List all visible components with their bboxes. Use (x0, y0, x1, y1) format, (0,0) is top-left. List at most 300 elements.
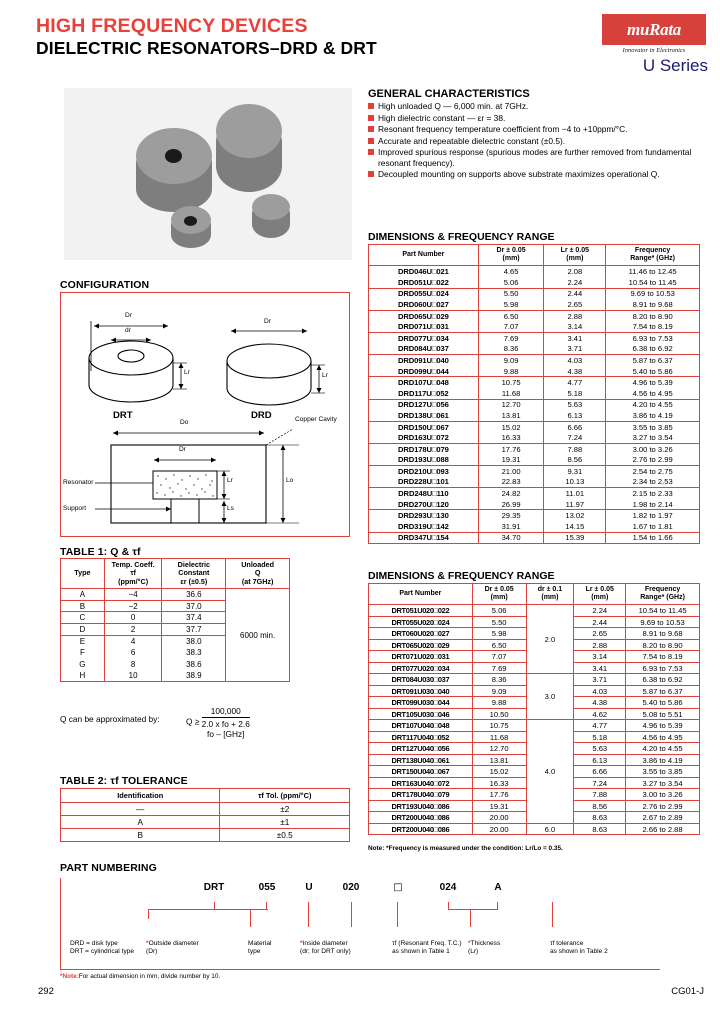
bullet-square-icon (368, 138, 374, 144)
dim-drt-cell-lr: 8.63 (574, 823, 626, 835)
table1-cell-tc: 10 (104, 670, 162, 682)
dim-drd-cell-part: DRD065U□029 (369, 310, 479, 321)
table-row (369, 266, 700, 277)
dim-drt-cell-part: DRT127U040□056 (369, 743, 473, 755)
dim-drd-col-dr-l2: (mm) (502, 255, 520, 263)
pn-leader-5-h (448, 909, 498, 910)
dim-drd-cell-lr: 4.77 (544, 377, 606, 388)
dim-drt-cell-dr-inner: 6.0 (526, 823, 574, 835)
pn-desc-1-l2: type (248, 948, 261, 956)
dim-drt-cell-freq: 5.40 to 5.86 (626, 697, 700, 709)
copper-cavity-label: Copper Cavity (295, 416, 337, 423)
pn-note-label: *Note: (60, 973, 79, 980)
table2-cell-tolerance: ±0.5 (220, 829, 350, 842)
dim-drt-cell-part: DRT091U030□040 (369, 685, 473, 697)
dim-drd-cell-dr: 29.35 (478, 510, 544, 521)
pn-desc-1-l1: Material (248, 940, 272, 947)
dim-drd-col-dr (478, 245, 544, 266)
q-formula-numerator: 100,000 (202, 706, 250, 718)
dim-drt-cell-lr: 7.88 (574, 789, 626, 801)
dim-drd-cell-dr: 16.33 (478, 432, 544, 443)
dim-drt-cell-freq: 2.76 to 2.99 (626, 800, 700, 812)
pn-leader-0-drop (148, 909, 149, 919)
bullet-square-icon (368, 149, 374, 155)
dim-drd-col-freq-l1: Frequency (634, 247, 671, 254)
dim-drt-cell-lr: 6.66 (574, 766, 626, 778)
pn-bottom-rule (60, 969, 660, 970)
dim-drd-cell-freq: 9.69 to 10.53 (606, 288, 700, 299)
dim-drd-cell-freq: 3.86 to 4.19 (606, 410, 700, 421)
dim-drt-cell-freq: 4.96 to 5.39 (626, 720, 700, 732)
dim-drd-cell-part: DRD293U□130 (369, 510, 479, 521)
dim-drd-cell-part: DRD347U□154 (369, 532, 479, 543)
table1-header-row (61, 559, 290, 589)
table1-col-tc-l2: τf (130, 568, 136, 578)
table1-col-tc (104, 559, 162, 589)
dim-drd-cell-freq: 2.54 to 2.75 (606, 466, 700, 477)
dim-drt-cell-lr: 4.38 (574, 697, 626, 709)
dim-drd-cell-part: DRD248U□110 (369, 488, 479, 499)
dim-drd-cell-lr: 2.65 (544, 299, 606, 310)
dim-drd-cell-freq: 11.46 to 12.45 (606, 266, 700, 277)
dim-drt-cell-freq: 3.27 to 3.54 (626, 777, 700, 789)
dim-drd-cell-dr: 26.99 (478, 499, 544, 510)
dim-table-drd-title: DIMENSIONS & FREQUENCY RANGE (368, 231, 555, 243)
table-row (369, 355, 700, 366)
pn-desc-3-l2: as shown in Table 1 (392, 948, 450, 956)
dim-drd-cell-freq: 2.15 to 2.33 (606, 488, 700, 499)
dim-drd-cell-lr: 7.24 (544, 432, 606, 443)
table2-cell-tolerance: ±2 (220, 803, 350, 816)
table-row (61, 816, 350, 829)
pn-desc-0-l1: Outside diameter (148, 940, 199, 947)
pn-type-desc-l1: DRD = disk type (70, 940, 118, 947)
dim-drd-cell-part: DRD193U□088 (369, 455, 479, 466)
dim-drd-cell-freq: 6.38 to 6.92 (606, 344, 700, 355)
table1-col-q-l1: Unloaded (241, 560, 274, 569)
table-row (369, 510, 700, 521)
dim-drd-col-lr (544, 245, 606, 266)
table1-cell-tc: −4 (104, 589, 162, 601)
dim-drd-cell-freq: 4.56 to 4.95 (606, 388, 700, 399)
dim-drt-cell-part: DRT071U020□031 (369, 651, 473, 663)
dim-drd-cell-part: DRD127U□056 (369, 399, 479, 410)
table1-cell-er: 38.6 (162, 658, 226, 670)
dim-drd-cell-part: DRD138U□061 (369, 410, 479, 421)
pn-desc-4-l1: Thickness (470, 940, 501, 947)
dim-drt-cell-part: DRT200U040□086 (369, 812, 473, 824)
dim-drt-cell-part: DRT150U040□067 (369, 766, 473, 778)
table1-cell-tc: 6 (104, 647, 162, 659)
dim-drt-cell-freq: 9.69 to 10.53 (626, 616, 700, 628)
table-row (369, 377, 700, 388)
dim-drt-col-dr-inner (526, 584, 574, 605)
dim-drt-cell-dr: 16.33 (472, 777, 526, 789)
dim-drt-cell-dr: 12.70 (472, 743, 526, 755)
table1-cell-tc: 2 (104, 624, 162, 636)
table-row (369, 532, 700, 543)
pn-desc-5-l2: as shown in Table 2 (550, 948, 608, 956)
pn-desc-2 (300, 940, 351, 957)
pn-desc-4 (468, 940, 500, 957)
pn-desc-3-l1: τf (Resonant Freq. T.C.) (392, 940, 462, 947)
dim-drt-col-dr-inner-l2: (mm) (541, 594, 559, 602)
dim-drd-cell-part: DRD270U□120 (369, 499, 479, 510)
table1-cell-er: 36.6 (162, 589, 226, 601)
table-row (369, 421, 700, 432)
general-characteristics-title: GENERAL CHARACTERISTICS (368, 88, 530, 100)
drt-dr-label: Dr (125, 312, 132, 319)
dim-drt-cell-freq: 2.67 to 2.89 (626, 812, 700, 824)
dim-drd-cell-part: DRD178U□079 (369, 443, 479, 454)
pn-star-0: * (146, 940, 149, 947)
dim-drd-cell-lr: 13.02 (544, 510, 606, 521)
dim-drd-cell-part: DRD077U□034 (369, 332, 479, 343)
general-characteristic-text: Resonant frequency temperature coefficient from −4 to +10ppm/°C. (378, 124, 628, 135)
dim-drt-cell-dr: 7.07 (472, 651, 526, 663)
dim-drt-cell-lr: 4.62 (574, 708, 626, 720)
table1-cell-type: B (61, 600, 105, 612)
dim-drd-cell-lr: 6.13 (544, 410, 606, 421)
dim-drd-cell-dr: 5.50 (478, 288, 544, 299)
dim-drt-cell-part: DRT193U040□086 (369, 800, 473, 812)
bullet-square-icon (368, 126, 374, 132)
q-formula-fraction (202, 706, 250, 739)
dim-drt-col-dr-inner-l1: dr ± 0.1 (537, 586, 563, 593)
dim-drd-cell-freq: 1.82 to 1.97 (606, 510, 700, 521)
table-row (369, 720, 700, 732)
header-title-red: HIGH FREQUENCY DEVICES (36, 15, 308, 37)
dim-drd-cell-freq: 1.54 to 1.66 (606, 532, 700, 543)
dim-drt-cell-freq: 5.08 to 5.51 (626, 708, 700, 720)
part-numbering-note (60, 973, 220, 980)
pn-desc-0 (146, 940, 199, 957)
table2-cell-tolerance: ±1 (220, 816, 350, 829)
dim-drd-cell-dr: 12.70 (478, 399, 544, 410)
dim-drt-col-lr-l2: (mm) (591, 594, 609, 602)
q-formula-denominator: 2.0 x fo + 2.6 (201, 719, 250, 729)
pn-leader-4-v (397, 902, 398, 927)
table2-cell-identification: B (61, 829, 220, 842)
dim-drt-cell-dr: 10.50 (472, 708, 526, 720)
dim-drt-col-freq-l2: Range* (GHz) (640, 594, 685, 602)
dim-drd-cell-dr: 9.09 (478, 355, 544, 366)
general-characteristic-item (368, 169, 698, 179)
pn-desc-3 (392, 940, 462, 957)
dim-drd-cell-dr: 11.68 (478, 388, 544, 399)
dim-drd-cell-lr: 9.31 (544, 466, 606, 477)
dim-drt-cell-dr-inner: 4.0 (526, 720, 574, 824)
dim-drd-cell-part: DRD084U□037 (369, 344, 479, 355)
dim-table-drd (368, 244, 700, 544)
dim-drt-cell-dr: 13.81 (472, 754, 526, 766)
table1-cell-er: 37.4 (162, 612, 226, 624)
pn-note-text: For actual dimension in mm, divide number by 10. (78, 973, 221, 980)
dim-drd-cell-freq: 2.34 to 2.53 (606, 477, 700, 488)
table1-title: TABLE 1: Q & τf (60, 546, 141, 558)
pn-type-desc-l2: DRT = cylindrical type (70, 948, 135, 956)
dim-drt-cell-lr: 8.63 (574, 812, 626, 824)
table-row (369, 455, 700, 466)
murata-logo (602, 14, 706, 54)
dim-drd-cell-lr: 5.18 (544, 388, 606, 399)
pn-desc-1 (248, 940, 271, 957)
dim-drt-cell-dr: 19.31 (472, 800, 526, 812)
dim-drt-cell-freq: 6.93 to 7.53 (626, 662, 700, 674)
dim-drd-cell-dr: 7.69 (478, 332, 544, 343)
table2-title: TABLE 2: τf TOLERANCE (60, 775, 188, 787)
table-row (369, 521, 700, 532)
table1-col-q-l2: Q (254, 568, 261, 578)
dim-drd-cell-freq: 3.00 to 3.26 (606, 443, 700, 454)
pn-desc-5 (550, 940, 608, 957)
drt-label: DRT (113, 410, 133, 421)
pn-star-2: * (300, 940, 303, 947)
dim-drt-cell-lr: 4.03 (574, 685, 626, 697)
dim-drd-cell-dr: 7.07 (478, 321, 544, 332)
q-formula-unit: fo – [GHz] (207, 729, 245, 739)
dim-drt-cell-dr: 9.09 (472, 685, 526, 697)
pn-code-1: 055 (258, 882, 276, 893)
table1-col-type: Type (61, 559, 105, 589)
dim-drt-cell-dr: 5.06 (472, 605, 526, 617)
pn-leader-1-drop (250, 909, 251, 927)
dim-drt-cell-part: DRT060U020□027 (369, 628, 473, 640)
dim-drt-col-dr (472, 584, 526, 605)
dim-drt-cell-dr: 6.50 (472, 639, 526, 651)
dim-drt-col-freq (626, 584, 700, 605)
dim-drt-cell-lr: 7.24 (574, 777, 626, 789)
dim-drt-cell-freq: 5.87 to 6.37 (626, 685, 700, 697)
dim-drd-cell-lr: 3.41 (544, 332, 606, 343)
dim-table-drd-body (369, 266, 700, 543)
dim-drd-cell-lr: 2.24 (544, 277, 606, 288)
dim-drd-cell-dr: 6.50 (478, 310, 544, 321)
pn-desc-2-l2: (dr; for DRT only) (300, 948, 351, 956)
photo-puck-drd-large-top (216, 104, 282, 158)
dim-drd-cell-freq: 5.40 to 5.86 (606, 366, 700, 377)
dim-drd-cell-dr: 8.36 (478, 344, 544, 355)
dim-drd-col-freq (606, 245, 700, 266)
table1-col-er-l2: Constant (178, 568, 210, 578)
bullet-square-icon (368, 171, 374, 177)
dim-drt-cell-part: DRT200U040□086 (369, 823, 473, 835)
table-row (369, 432, 700, 443)
dim-drt-cell-part: DRT138U040□061 (369, 754, 473, 766)
dim-drt-cell-lr: 3.71 (574, 674, 626, 686)
dim-drd-cell-lr: 15.39 (544, 532, 606, 543)
general-characteristic-text: High unloaded Q — 6,000 min. at 7GHz. (378, 101, 529, 111)
general-characteristic-text: Decoupled mounting on supports above substrate maximizes operational Q. (378, 169, 660, 180)
dim-drd-cell-freq: 10.54 to 11.45 (606, 277, 700, 288)
dim-drt-cell-freq: 10.54 to 11.45 (626, 605, 700, 617)
dim-drd-cell-freq: 6.93 to 7.53 (606, 332, 700, 343)
dim-drt-cell-dr: 20.00 (472, 812, 526, 824)
table1-col-tc-l3: (ppm/°C) (118, 576, 149, 586)
table2-col-identification: Identification (61, 789, 220, 803)
dim-drt-cell-lr: 5.18 (574, 731, 626, 743)
dim-drd-cell-lr: 6.66 (544, 421, 606, 432)
dim-drd-cell-dr: 9.88 (478, 366, 544, 377)
dim-drt-cell-part: DRT099U030□044 (369, 697, 473, 709)
photo-puck-drd-small-top (252, 194, 290, 220)
table1-cell-er: 38.0 (162, 635, 226, 647)
product-photo (64, 88, 352, 260)
dim-drd-cell-freq: 2.76 to 2.99 (606, 455, 700, 466)
table1-q-tf (60, 558, 290, 682)
dim-drd-cell-part: DRD099U□044 (369, 366, 479, 377)
table1-col-er (162, 559, 226, 589)
general-characteristic-item (368, 147, 698, 168)
dim-drd-cell-lr: 2.44 (544, 288, 606, 299)
table1-col-tc-l1: Temp. Coeff. (111, 560, 155, 569)
dim-drt-cell-part: DRT055U020□024 (369, 616, 473, 628)
dim-drt-cell-part: DRT105U030□046 (369, 708, 473, 720)
drt-lr-label: Lr (184, 369, 190, 376)
dim-drt-cell-dr: 10.75 (472, 720, 526, 732)
table1-cell-type: A (61, 589, 105, 601)
table-row (369, 388, 700, 399)
dim-drt-cell-dr: 15.02 (472, 766, 526, 778)
dim-drt-cell-lr: 2.44 (574, 616, 626, 628)
dim-drt-cell-freq: 4.56 to 4.95 (626, 731, 700, 743)
dim-drt-cell-part: DRT051U020□022 (369, 605, 473, 617)
dim-drd-cell-lr: 3.71 (544, 344, 606, 355)
dim-drt-cell-lr: 3.41 (574, 662, 626, 674)
dim-drt-col-lr (574, 584, 626, 605)
table-row (369, 332, 700, 343)
pn-desc-2-l1: Inside diameter (302, 940, 348, 947)
dim-drt-cell-freq: 3.55 to 3.85 (626, 766, 700, 778)
pn-code-5: 024 (439, 882, 457, 893)
dim-drt-cell-part: DRT065U020□029 (369, 639, 473, 651)
table-row (369, 443, 700, 454)
table-row (369, 310, 700, 321)
table1-cell-type: H (61, 670, 105, 682)
bullet-square-icon (368, 115, 374, 121)
drd-label: DRD (251, 410, 272, 421)
dim-drd-col-part: Part Number (369, 245, 479, 266)
dim-drt-cell-lr: 4.77 (574, 720, 626, 732)
general-characteristic-text: Accurate and repeatable dielectric constant (±0.5). (378, 135, 566, 146)
dim-drd-col-freq-l2: Range* (GHz) (630, 255, 675, 263)
table-row (369, 488, 700, 499)
drd-dr-label: Dr (264, 318, 271, 325)
dim-drt-col-dr-l1: Dr ± 0.05 (484, 586, 514, 593)
dim-table-drt-body (369, 605, 700, 835)
dim-drd-cell-dr: 10.75 (478, 377, 544, 388)
table1-cell-tc: 0 (104, 612, 162, 624)
pn-desc-5-l1: τf tolerance (550, 940, 584, 947)
general-characteristic-text: High dielectric constant — εr = 38. (378, 112, 506, 123)
dim-drd-cell-dr: 21.00 (478, 466, 544, 477)
table-row (369, 823, 700, 835)
pn-leader-5-drop (470, 909, 471, 927)
dim-drd-cell-part: DRD091U□040 (369, 355, 479, 366)
dim-drt-cell-dr: 20.00 (472, 823, 526, 835)
general-characteristic-item (368, 101, 698, 111)
dim-drt-cell-lr: 2.65 (574, 628, 626, 640)
dim-drt-cell-part: DRT163U040□072 (369, 777, 473, 789)
table-row (369, 674, 700, 686)
pn-left-rule (60, 878, 61, 970)
photo-hole-large (165, 149, 182, 163)
table2-header-row (61, 789, 350, 803)
dim-drt-cell-freq: 8.91 to 9.68 (626, 628, 700, 640)
dim-drd-cell-part: DRD060U□027 (369, 299, 479, 310)
configuration-svg (61, 293, 349, 536)
dim-drd-cell-lr: 5.63 (544, 399, 606, 410)
dim-drt-cell-lr: 8.56 (574, 800, 626, 812)
table2-cell-identification: A (61, 816, 220, 829)
dim-table-drt-title: DIMENSIONS & FREQUENCY RANGE (368, 570, 555, 582)
table1-cell-unloaded-q: 6000 min. (226, 589, 290, 682)
resonator-label: Resonator (63, 479, 94, 486)
dim-drt-col-dr-l2: (mm) (490, 594, 508, 602)
dim-drd-cell-freq: 1.98 to 2.14 (606, 499, 700, 510)
dim-drt-cell-dr: 17.76 (472, 789, 526, 801)
pn-code-0: DRT (203, 882, 225, 893)
dim-drd-cell-freq: 1.67 to 1.81 (606, 521, 700, 532)
table-row (369, 366, 700, 377)
dim-drt-cell-part: DRT107U040□048 (369, 720, 473, 732)
dim-drd-cell-part: DRD051U□022 (369, 277, 479, 288)
general-characteristic-text: Improved spurious response (spurious modes are further removed from fundamental resonant frequency). (378, 147, 692, 168)
table1-col-q-l3: (at 7GHz) (241, 576, 274, 586)
table1-col-q (226, 559, 290, 589)
dim-drd-cell-lr: 7.88 (544, 443, 606, 454)
table1-cell-tc: −2 (104, 600, 162, 612)
table-row (369, 605, 700, 617)
dim-drd-cell-freq: 8.20 to 8.90 (606, 310, 700, 321)
dim-drt-cell-dr: 8.36 (472, 674, 526, 686)
table-row (369, 410, 700, 421)
table1-cell-type: C (61, 612, 105, 624)
dim-drt-header-row (369, 584, 700, 605)
dim-drt-col-freq-l1: Frequency (644, 586, 681, 593)
dim-drd-cell-freq: 5.87 to 6.37 (606, 355, 700, 366)
dim-drd-cell-lr: 10.13 (544, 477, 606, 488)
dim-drt-cell-freq: 4.20 to 4.55 (626, 743, 700, 755)
page-header (36, 16, 377, 58)
dim-drd-cell-dr: 24.82 (478, 488, 544, 499)
header-title-black: DIELECTRIC RESONATORS–DRD & DRT (36, 38, 377, 58)
logo-box (602, 14, 706, 45)
dim-drd-cell-dr: 22.83 (478, 477, 544, 488)
dim-drt-cell-dr: 7.69 (472, 662, 526, 674)
logo-text: muRata (627, 19, 681, 39)
dim-drt-cell-dr: 5.50 (472, 616, 526, 628)
table-row (61, 803, 350, 816)
configuration-diagram (60, 292, 350, 537)
dim-drt-cell-part: DRT084U030□037 (369, 674, 473, 686)
pn-code-3: 020 (342, 882, 360, 893)
pn-type-desc (70, 940, 134, 957)
table-row (369, 299, 700, 310)
bullet-square-icon (368, 103, 374, 109)
cavity-do-label: Do (180, 419, 189, 426)
table-row (369, 344, 700, 355)
table1-col-er-l1: Dielectric (177, 560, 211, 569)
pn-desc-4-l2: (Lr) (468, 948, 479, 956)
drd-lr-label: Lr (322, 372, 328, 379)
general-characteristics-list (368, 101, 698, 181)
dim-drd-cell-part: DRD319U□142 (369, 521, 479, 532)
dim-drd-cell-dr: 19.31 (478, 455, 544, 466)
pn-desc-0-l2: (Dr) (146, 948, 158, 956)
dim-drt-cell-lr: 5.63 (574, 743, 626, 755)
dim-drd-cell-lr: 11.01 (544, 488, 606, 499)
